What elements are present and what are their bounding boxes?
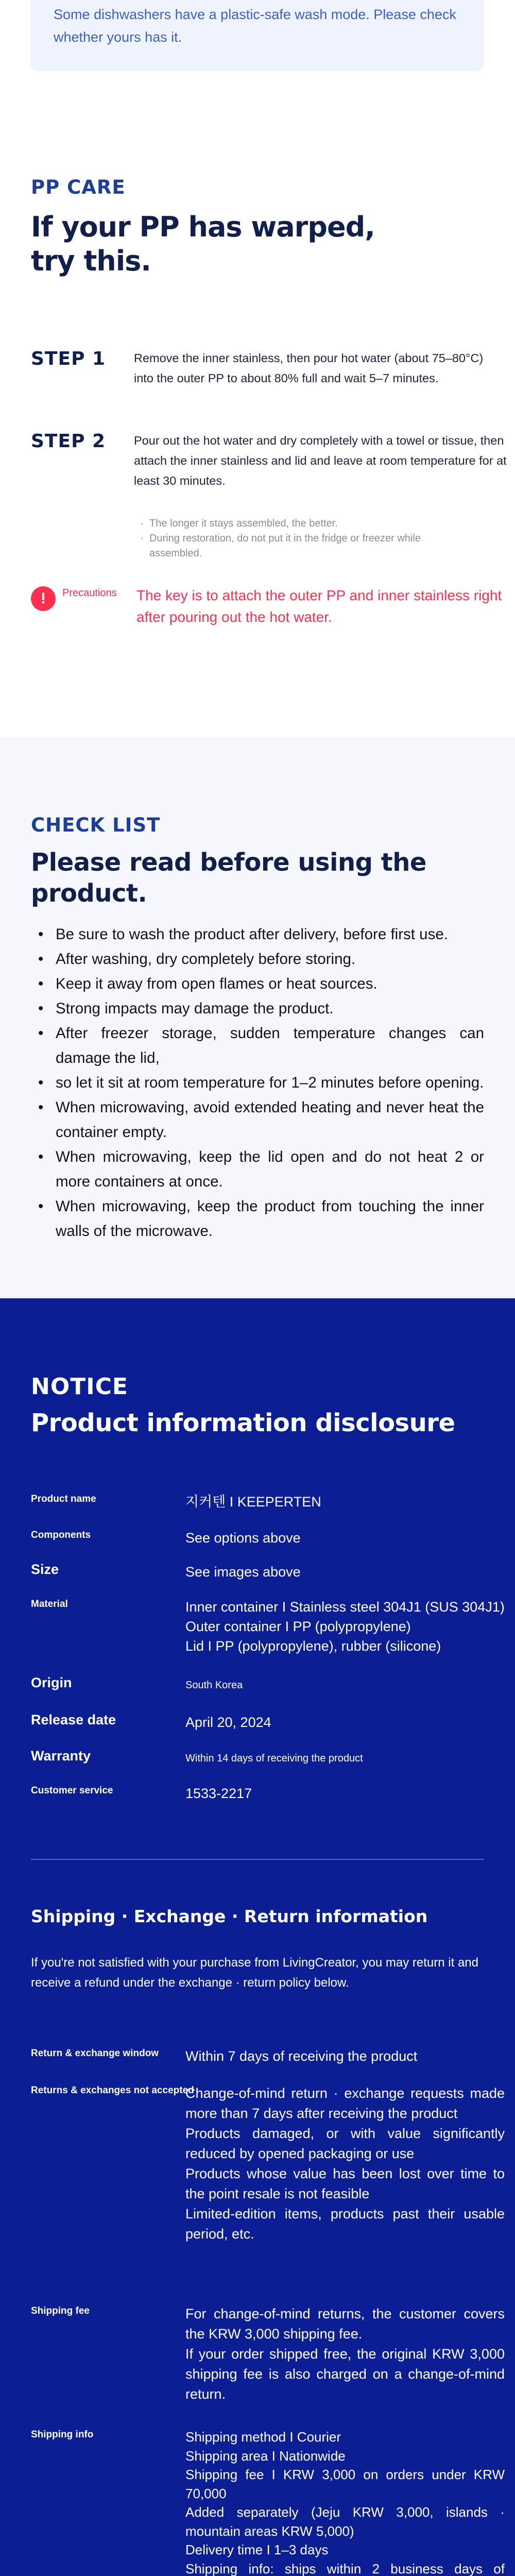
info-label: Warranty xyxy=(31,1748,91,1764)
step-2-note: · During restoration, do not put it in the fridge or freezer while assembled. xyxy=(140,531,470,561)
info-value: 1533-2217 xyxy=(185,1786,252,1801)
checklist-item: • Strong impacts may damage the product. xyxy=(31,996,484,1021)
ship-line: Delivery time I 1–3 days xyxy=(185,2542,329,2557)
ship-line: Products damaged, or with value significantly reduced by opened packaging or use xyxy=(185,2126,505,2161)
checklist-item: • so let it sit at room temperature for 1–2 minutes before opening. xyxy=(31,1071,484,1095)
caution-text: The key is to attach the outer PP and inner stainless right after pouring out the hot water. xyxy=(136,587,502,625)
info-value: South Korea xyxy=(185,1680,243,1691)
info-value: Within 14 days of receiving the product xyxy=(185,1753,363,1764)
notice-headline: Product information disclosure xyxy=(31,1409,455,1437)
step-1-label: STEP 1 xyxy=(31,348,106,369)
checklist-item: • After freezer storage, sudden temperature changes can damage the lid, xyxy=(31,1021,484,1071)
info-label: Product name xyxy=(31,1494,96,1504)
shipping-title: Shipping · Exchange · Return information xyxy=(31,1906,428,1926)
ship-line: Products whose value has been lost over time to the point resale is not feasible xyxy=(185,2166,505,2201)
checklist-headline: Please read before using the product. xyxy=(31,848,426,908)
step-2-notes xyxy=(140,516,470,561)
ship-line: For change-of-mind returns, the customer covers the KRW 3,000 shipping fee. xyxy=(185,2306,505,2342)
ship-line: Shipping area I Nationwide xyxy=(185,2448,346,2464)
ship-lines xyxy=(185,2304,505,2404)
checklist-item: • When microwaving, keep the lid open and do not heat 2 or more containers at once. xyxy=(31,1145,484,1194)
ship-line: Added separately (Jeju KRW 3,000, islands · mountain areas KRW 5,000) xyxy=(185,2504,505,2539)
info-label: Customer service xyxy=(31,1785,113,1796)
pp-care-section xyxy=(0,0,515,737)
checklist-eyebrow: CHECK LIST xyxy=(31,814,161,836)
info-label: Size xyxy=(31,1562,59,1577)
exclamation-icon: ! xyxy=(31,586,56,611)
info-value xyxy=(185,1597,505,1656)
ship-label: Returns & exchanges not accepted xyxy=(31,2085,194,2096)
checklist-item: • When microwaving, keep the product from touching the inner walls of the microwave. xyxy=(31,1194,484,1244)
checklist-item: • After washing, dry completely before storing. xyxy=(31,947,484,972)
caution-callout xyxy=(31,582,502,639)
info-label: Release date xyxy=(31,1712,116,1727)
care-eyebrow: PP CARE xyxy=(31,176,126,198)
ship-line: Shipping info: ships within 2 business days of xyxy=(185,2561,505,2576)
info-label: Material xyxy=(31,1599,68,1609)
step-2-text: Pour out the hot water and dry completely with a towel or tissue, then attach the inner stainless and lid and leave at room temperature for at least 30 minutes. xyxy=(134,434,507,487)
ship-line: Change-of-mind return · exchange requests made more than 7 days after receiving the product xyxy=(185,2086,505,2121)
checklist xyxy=(31,922,484,1244)
ship-label: Return & exchange window xyxy=(31,2048,159,2059)
checklist-section xyxy=(0,737,515,1298)
step-2-note: · The longer it stays assembled, the better. xyxy=(140,516,470,531)
info-label: Components xyxy=(31,1530,91,1540)
ship-line: Within 7 days of receiving the product xyxy=(185,2048,418,2064)
step-1-line: Remove the inner stainless, then pour hot water (about 75–80°C) xyxy=(134,351,484,365)
checklist-item: • Be sure to wash the product after delivery, before first use. xyxy=(31,922,484,947)
notice-eyebrow: NOTICE xyxy=(31,1374,128,1400)
ship-line: Shipping fee I KRW 3,000 on orders under KRW 70,000 xyxy=(185,2467,505,2501)
ship-line: Shipping method I Courier xyxy=(185,2429,341,2445)
care-headline: If your PP has warped, try this. xyxy=(31,211,375,277)
ship-line: If your order shipped free, the original KRW 3,000 shipping fee is also charged on a change-of-mind return. xyxy=(185,2346,505,2402)
ship-label: Shipping fee xyxy=(31,2306,90,2316)
step-1-line: into the outer PP to about 80% full and wait 5–7 minutes. xyxy=(134,371,439,385)
material-line: Lid I PP (polypropylene), rubber (silicone) xyxy=(185,1638,441,1654)
info-label: Origin xyxy=(31,1675,72,1690)
checklist-item: • When microwaving, avoid extended heating and never heat the container empty. xyxy=(31,1095,484,1145)
ship-lines xyxy=(185,2083,505,2244)
shipping-intro: If you're not satisfied with your purchase from LivingCreator, you may return it and receive a refund under the exchange · return policy below. xyxy=(31,1956,478,1990)
ship-line: Limited-edition items, products past their usable period, etc. xyxy=(185,2206,505,2242)
material-line: Inner container I Stainless steel 304J1 (SUS 304J1) xyxy=(185,1599,505,1615)
notice-section xyxy=(0,1298,515,2576)
material-line: Outer container I PP (polypropylene) xyxy=(185,1619,411,1634)
info-value: 지커텐 I KEEPERTEN xyxy=(185,1494,321,1510)
info-value: See images above xyxy=(185,1564,301,1580)
step-1-text xyxy=(134,348,515,388)
step-2-label: STEP 2 xyxy=(31,431,106,452)
checklist-item: • Keep it away from open flames or heat sources. xyxy=(31,972,484,996)
dishwasher-note-text: Some dishwashers have a plastic-safe wash mode. Please check whether yours has it. xyxy=(54,7,456,45)
info-value: April 20, 2024 xyxy=(185,1715,271,1730)
info-value: See options above xyxy=(185,1530,301,1546)
section-divider xyxy=(31,1859,484,1860)
ship-lines xyxy=(185,2046,505,2066)
caution-label: Precautions xyxy=(62,587,117,599)
ship-lines xyxy=(185,2428,505,2576)
dishwasher-note-box xyxy=(31,0,484,71)
ship-label: Shipping info xyxy=(31,2429,94,2440)
